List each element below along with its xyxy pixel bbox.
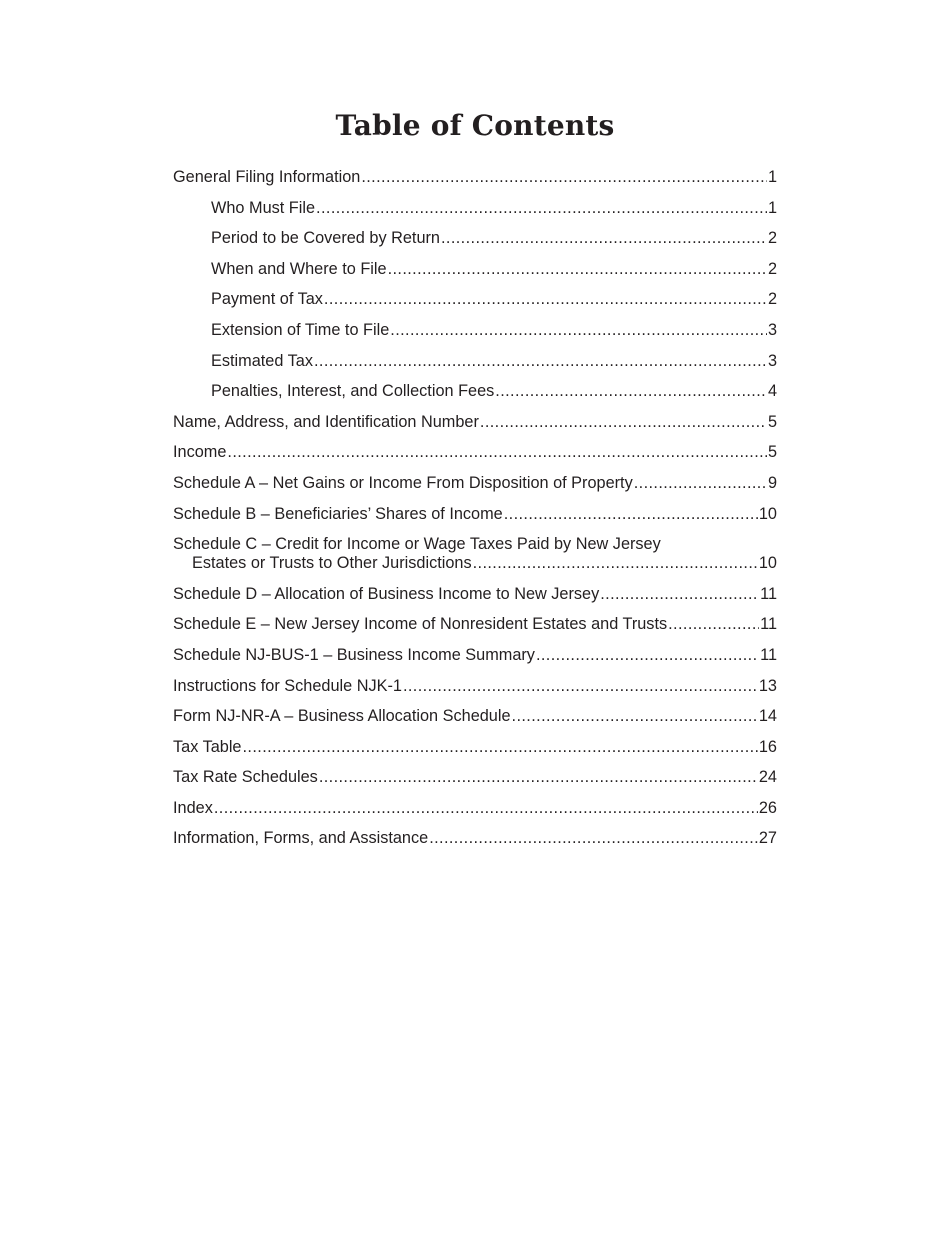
dot-leader xyxy=(473,554,758,573)
dot-leader xyxy=(390,321,767,340)
dot-leader xyxy=(512,707,758,726)
toc-entry-when-where-file[interactable] xyxy=(173,260,777,279)
toc-entry-schedule-c[interactable] xyxy=(173,535,777,573)
toc-entry-label: Tax Rate Schedules xyxy=(173,768,318,787)
toc-entry-label: Index xyxy=(173,798,213,817)
toc-entry-label: Payment of Tax xyxy=(211,290,323,309)
toc-entry-instructions-njk-1[interactable] xyxy=(173,677,777,696)
toc-entry-tax-table[interactable] xyxy=(173,738,777,757)
toc-entry-page: 27 xyxy=(758,829,777,848)
toc-entry-form-nj-nr-a[interactable] xyxy=(173,707,777,726)
dot-leader xyxy=(600,585,759,604)
toc-entry-page: 2 xyxy=(767,229,777,248)
toc-entry-label: Who Must File xyxy=(211,198,316,217)
toc-entry-page: 9 xyxy=(767,473,777,492)
toc-entry-label: Estimated Tax xyxy=(211,351,313,370)
toc-entry-schedule-nj-bus-1[interactable] xyxy=(173,646,777,665)
toc-entry-page: 16 xyxy=(758,737,777,756)
toc-entry-label: Extension of Time to File xyxy=(211,320,390,339)
dot-leader xyxy=(429,829,758,848)
toc-entry-label: Income xyxy=(173,443,227,462)
toc-entry-schedule-e[interactable] xyxy=(173,615,777,634)
table-of-contents xyxy=(173,168,777,860)
toc-entry-page: 11 xyxy=(760,584,777,603)
toc-entry-page: 11 xyxy=(760,615,777,634)
toc-entry-label-continued: Estates or Trusts to Other Jurisdictions xyxy=(192,554,472,573)
toc-entry-label: General Filing Information xyxy=(173,168,361,186)
dot-leader xyxy=(227,443,767,462)
toc-entry-page: 26 xyxy=(758,798,777,817)
dot-leader xyxy=(324,290,767,309)
toc-entry-page: 13 xyxy=(758,676,777,695)
toc-entry-label: Name, Address, and Identification Number xyxy=(173,412,479,431)
toc-entry-tax-rate-schedules[interactable] xyxy=(173,768,777,787)
toc-entry-payment-of-tax[interactable] xyxy=(173,290,777,309)
toc-entry-label: Schedule C – Credit for Income or Wage Taxes Paid by New Jersey xyxy=(173,535,661,554)
dot-leader xyxy=(668,615,759,634)
toc-entry-page: 14 xyxy=(758,707,777,726)
dot-leader xyxy=(480,413,767,432)
dot-leader xyxy=(495,382,767,401)
toc-entry-label: Schedule B – Beneficiaries’ Shares of Income xyxy=(173,504,503,523)
toc-entry-schedule-a[interactable] xyxy=(173,474,777,493)
toc-entry-page: 2 xyxy=(767,290,777,309)
toc-entry-label: When and Where to File xyxy=(211,259,387,278)
toc-entry-label: Schedule E – New Jersey Income of Nonresident Estates and Trusts xyxy=(173,615,668,634)
toc-entry-label: Form NJ-NR-A – Business Allocation Schedule xyxy=(173,707,511,726)
toc-entry-information-forms-assistance[interactable] xyxy=(173,829,777,848)
toc-entry-page: 3 xyxy=(767,351,777,370)
toc-entry-who-must-file[interactable] xyxy=(173,199,777,218)
dot-leader xyxy=(214,799,758,818)
dot-leader xyxy=(319,768,758,787)
toc-entry-page: 1 xyxy=(767,198,777,217)
toc-entry-label: Penalties, Interest, and Collection Fees xyxy=(211,382,495,401)
toc-entry-page: 5 xyxy=(767,412,777,431)
dot-leader xyxy=(441,229,767,248)
dot-leader xyxy=(361,168,767,187)
toc-entry-income[interactable] xyxy=(173,443,777,462)
toc-entry-label: Tax Table xyxy=(173,737,242,756)
toc-entry-label: Period to be Covered by Return xyxy=(211,229,440,248)
toc-entry-label: Instructions for Schedule NJK-1 xyxy=(173,676,402,695)
toc-entry-general-filing-information[interactable] xyxy=(173,168,777,187)
toc-entry-page: 4 xyxy=(767,382,777,401)
dot-leader xyxy=(243,738,758,757)
toc-entry-page: 2 xyxy=(767,259,777,278)
toc-entry-penalties-interest[interactable] xyxy=(173,382,777,401)
toc-entry-label: Schedule D – Allocation of Business Income to New Jersey xyxy=(173,584,600,603)
dot-leader xyxy=(634,474,767,493)
dot-leader xyxy=(403,677,758,696)
toc-entry-period-covered[interactable] xyxy=(173,229,777,248)
toc-entry-page: 24 xyxy=(758,768,777,787)
toc-entry-label: Information, Forms, and Assistance xyxy=(173,829,429,848)
page-title: Table of Contents xyxy=(335,109,615,142)
toc-entry-page: 1 xyxy=(767,168,777,186)
toc-entry-label: Schedule A – Net Gains or Income From Disposition of Property xyxy=(173,473,633,492)
dot-leader xyxy=(536,646,759,665)
toc-entry-page: 3 xyxy=(767,320,777,339)
toc-entry-name-address-id[interactable] xyxy=(173,413,777,432)
toc-entry-index[interactable] xyxy=(173,799,777,818)
toc-entry-schedule-b[interactable] xyxy=(173,505,777,524)
dot-leader xyxy=(314,352,767,371)
toc-entry-page: 10 xyxy=(758,504,777,523)
toc-entry-page: 5 xyxy=(767,443,777,462)
dot-leader xyxy=(316,199,767,218)
toc-entry-extension-of-time[interactable] xyxy=(173,321,777,340)
dot-leader xyxy=(388,260,767,279)
dot-leader xyxy=(504,505,758,524)
toc-entry-schedule-d[interactable] xyxy=(173,585,777,604)
toc-entry-label: Schedule NJ-BUS-1 – Business Income Summary xyxy=(173,645,535,664)
toc-entry-page: 11 xyxy=(760,645,777,664)
toc-entry-estimated-tax[interactable] xyxy=(173,352,777,371)
toc-entry-page: 10 xyxy=(758,554,777,573)
